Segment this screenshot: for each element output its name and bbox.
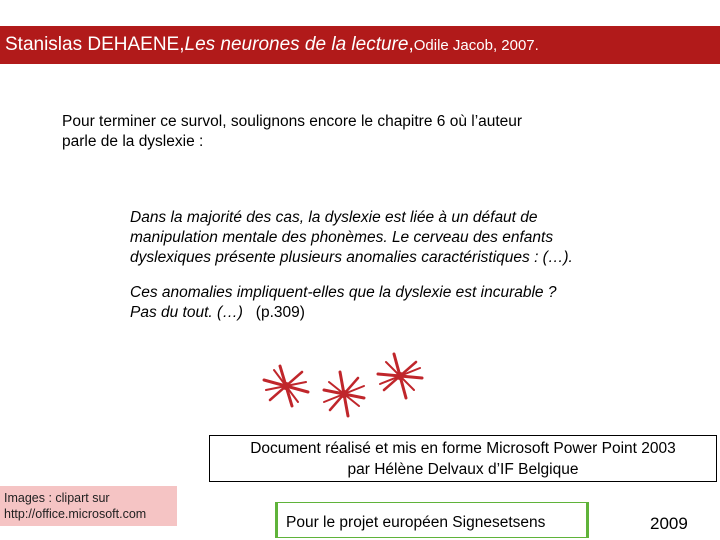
images-note-line-2: http://office.microsoft.com xyxy=(4,507,147,521)
intro-text xyxy=(62,112,662,152)
quote-p1-line-1: Dans la majorité des cas, la dyslexie est liée à un défaut de xyxy=(130,209,538,226)
title-bar xyxy=(0,26,720,64)
year-label: 2009 xyxy=(650,514,688,533)
intro-line-1: Pour terminer ce survol, soulignons encore le chapitre 6 où l’auteur xyxy=(62,113,523,130)
quote-p1-line-3: dyslexiques présente plusieurs anomalies caractéristiques : (…). xyxy=(130,249,573,266)
title-book: Les neurones de la lecture xyxy=(184,34,409,55)
quote-paragraph-1 xyxy=(130,208,670,268)
credit-box xyxy=(209,435,717,482)
credit-line-1: Document réalisé et mis en forme Microsoft Power Point 2003 xyxy=(250,440,676,457)
quote-paragraph-2 xyxy=(130,283,670,323)
project-box xyxy=(275,502,589,538)
star-icon xyxy=(264,366,308,406)
images-note xyxy=(0,486,177,526)
title-comma: , xyxy=(408,34,414,55)
quote-p2-line-1: Ces anomalies impliquent-elles que la dyslexie est incurable ? xyxy=(130,284,557,301)
project-label: Pour le projet européen Signesetsens xyxy=(278,503,586,537)
quote-p2-line-2: Pas du tout. (…) xyxy=(130,304,243,321)
quote-block xyxy=(130,208,670,338)
quote-page-ref: (p.309) xyxy=(255,304,305,321)
title-publisher: Odile Jacob, 2007. xyxy=(413,36,539,54)
star-icon xyxy=(378,354,422,398)
title-author: Stanislas DEHAENE, xyxy=(5,34,185,55)
images-note-line-1: Images : clipart sur xyxy=(4,491,110,505)
credit-line-2: par Hélène Delvaux d’IF Belgique xyxy=(347,461,579,478)
intro-line-2: parle de la dyslexie : xyxy=(62,133,204,150)
star-icon xyxy=(324,372,364,416)
quote-p1-line-2: manipulation mentale des phonèmes. Le cerveau des enfants xyxy=(130,229,554,246)
clipart-stars xyxy=(248,350,448,430)
